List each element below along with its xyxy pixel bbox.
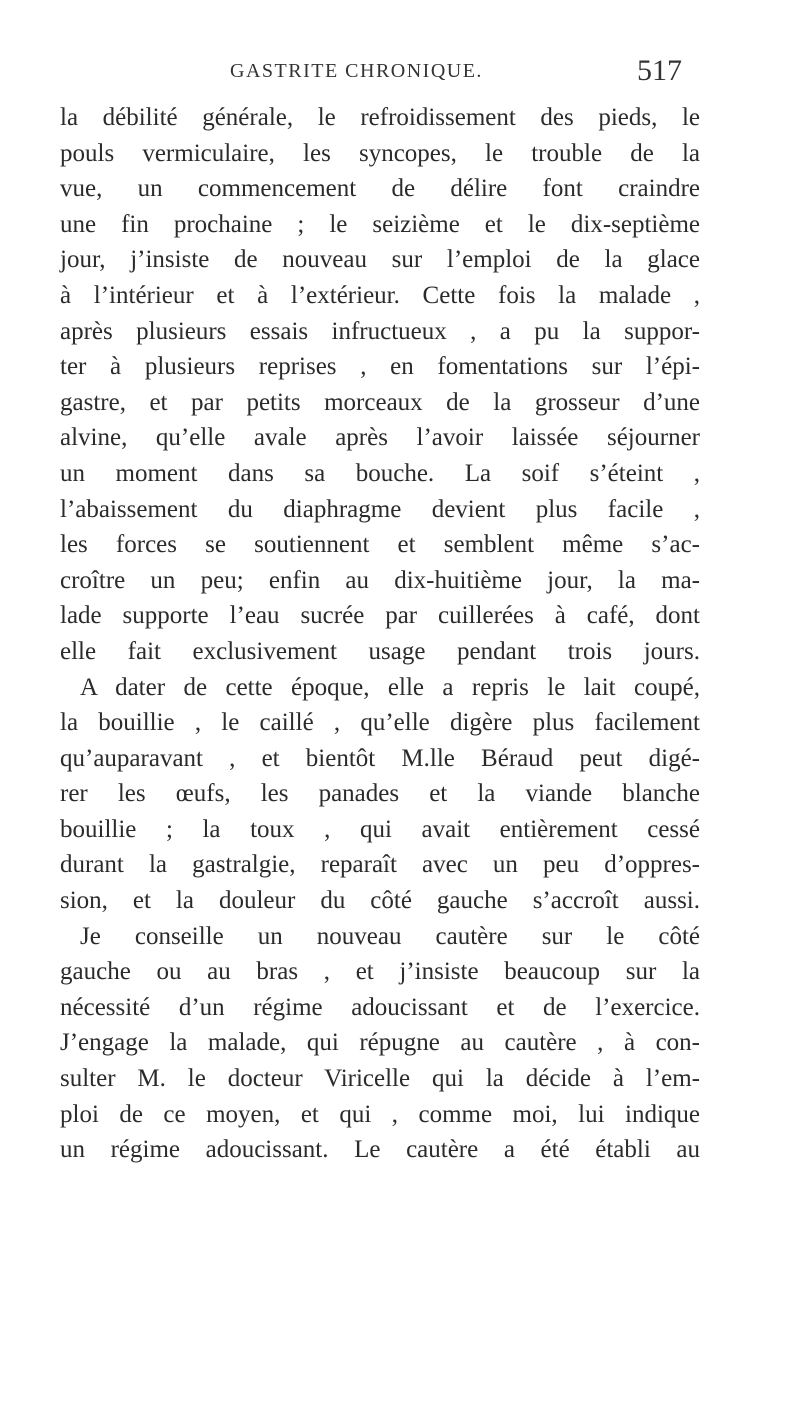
text-line: l’abaissement du diaphragme devient plus facile , (60, 495, 700, 523)
text-line: gastre, et par petits morceaux de la grosseur d’une (60, 388, 700, 416)
text-line: J’engage la malade, qui répugne au cautère , à con- (60, 1029, 700, 1057)
text-line: sion, et la douleur du côté gauche s’accroît aussi. (60, 887, 700, 915)
running-head: GASTRITE CHRONIQUE. (230, 60, 483, 82)
text-line: lade supporte l’eau sucrée par cuillerées à café, dont (60, 602, 700, 630)
text-line: Je conseille un nouveau cautère sur le côté (80, 922, 700, 950)
text-line: les forces se soutiennent et semblent même s’ac- (60, 531, 700, 559)
text-line: ploi de ce moyen, et qui , comme moi, lui indique (60, 1100, 700, 1128)
text-line: à l’intérieur et à l’extérieur. Cette fois la malade , (60, 281, 700, 309)
text-line: pouls vermiculaire, les syncopes, le trouble de la (60, 139, 700, 167)
page-number: 517 (637, 54, 682, 87)
text-line: sulter M. le docteur Viricelle qui la décide à l’em- (60, 1065, 700, 1093)
text-line: rer les œufs, les panades et la viande blanche (60, 780, 700, 808)
text-line: un régime adoucissant. Le cautère a été établi au (60, 1136, 700, 1164)
body-text (60, 100, 700, 1168)
text-line: croître un peu; enfin au dix-huitième jour, la ma- (60, 566, 700, 594)
text-line: alvine, qu’elle avale après l’avoir laissée séjourner (60, 424, 700, 452)
text-line: un moment dans sa bouche. La soif s’éteint , (60, 459, 700, 487)
text-line: la débilité générale, le refroidissement des pieds, le (60, 104, 700, 131)
text-line: durant la gastralgie, reparaît avec un peu d’oppres- (60, 851, 700, 879)
text-line: gauche ou au bras , et j’insiste beaucoup sur la (60, 958, 700, 986)
text-line: après plusieurs essais infructueux , a pu la suppor- (60, 317, 700, 345)
text-line: jour, j’insiste de nouveau sur l’emploi de la glace (60, 246, 700, 274)
page-header (230, 54, 682, 88)
text-line: elle fait exclusivement usage pendant trois jours. (60, 637, 700, 665)
text-line: ter à plusieurs reprises , en fomentations sur l’épi- (60, 353, 700, 381)
text-line: une fin prochaine ; le seizième et le dix-septième (60, 210, 700, 238)
text-line: qu’auparavant , et bientôt M.lle Béraud peut digé- (60, 744, 700, 772)
text-line: la bouillie , le caillé , qu’elle digère plus facilement (60, 709, 700, 737)
text-line: nécessité d’un régime adoucissant et de l’exercice. (60, 993, 700, 1021)
text-line: bouillie ; la toux , qui avait entièrement cessé (60, 815, 700, 843)
text-line: vue, un commencement de délire font craindre (60, 175, 700, 203)
text-line: A dater de cette époque, elle a repris le lait coupé, (80, 673, 700, 701)
